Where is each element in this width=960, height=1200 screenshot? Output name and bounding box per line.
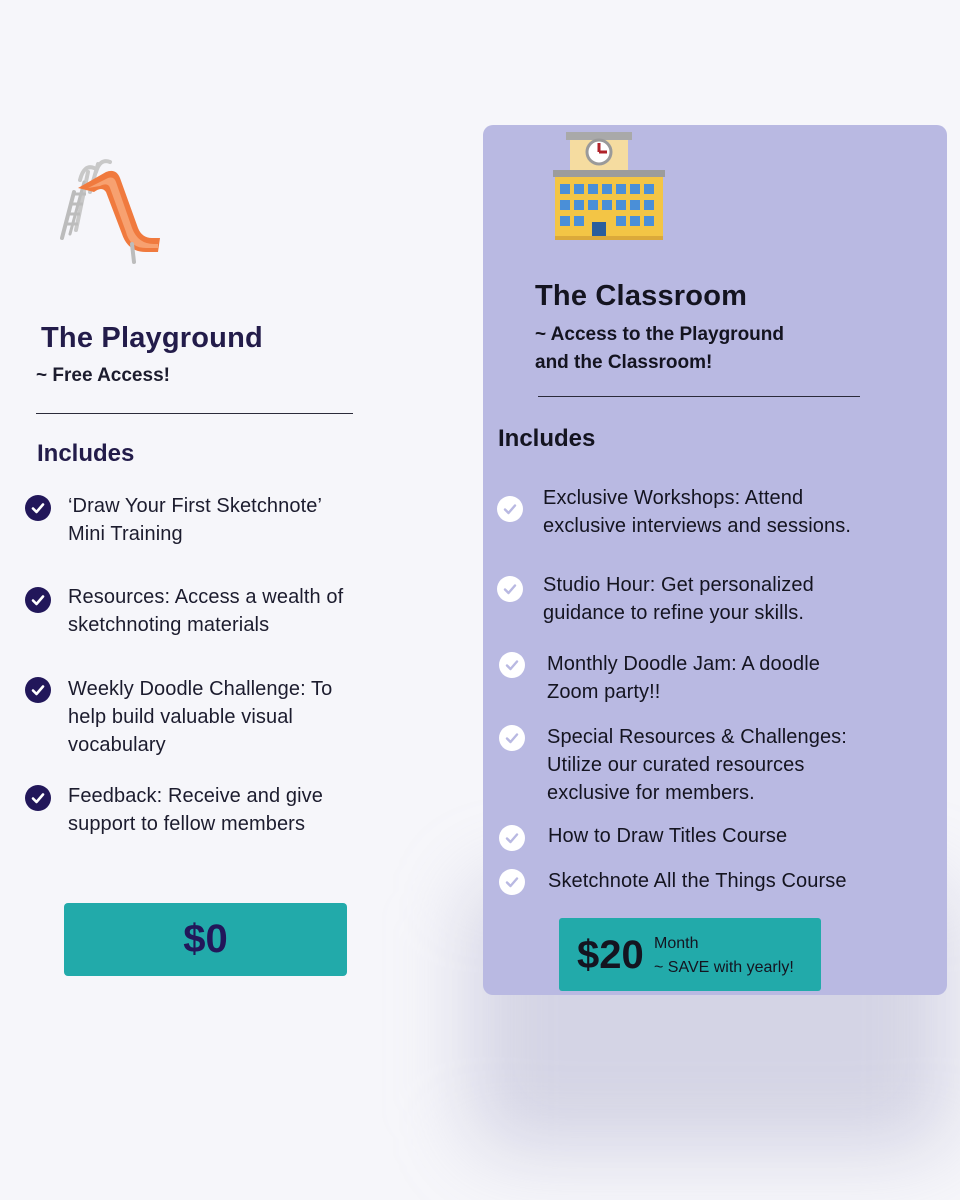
classroom-card	[483, 125, 947, 995]
feature-text: sketchnoting materials	[68, 614, 270, 636]
playground-divider	[36, 413, 353, 414]
classroom-feature-4	[547, 723, 847, 807]
feature-text: Feedback: Receive and give	[68, 785, 323, 807]
check-icon	[499, 652, 525, 678]
classroom-price-period: Month	[654, 935, 699, 952]
playground-includes-heading: Includes	[37, 440, 135, 467]
classroom-feature-6	[548, 867, 847, 895]
check-icon	[25, 495, 51, 521]
feature-text: Mini Training	[68, 523, 183, 545]
check-icon	[497, 496, 523, 522]
feature-text: support to fellow members	[68, 813, 306, 835]
feature-text: How to Draw Titles Course	[548, 825, 788, 847]
classroom-feature-1	[543, 484, 851, 540]
classroom-divider	[538, 396, 860, 397]
classroom-feature-5	[548, 822, 787, 850]
playground-feature-3	[68, 675, 332, 759]
feature-text: Weekly Doodle Challenge: To	[68, 678, 333, 700]
playground-price: $0	[183, 917, 228, 961]
feature-text: Exclusive Workshops: Attend	[543, 487, 804, 509]
feature-text: Studio Hour: Get personalized	[543, 574, 814, 596]
check-icon	[25, 587, 51, 613]
classroom-feature-2	[543, 571, 814, 627]
school-building-icon	[552, 130, 666, 244]
classroom-feature-3	[547, 650, 820, 706]
playground-feature-2	[68, 583, 343, 639]
classroom-price: $20	[577, 933, 644, 977]
feature-text: guidance to refine your skills.	[543, 602, 805, 624]
check-icon	[499, 869, 525, 895]
classroom-price-button[interactable]	[559, 918, 821, 991]
classroom-includes-heading: Includes	[498, 425, 596, 452]
slide-icon	[54, 158, 164, 268]
playground-price-button[interactable]	[64, 903, 347, 976]
classroom-price-note: ~ SAVE with yearly!	[654, 959, 794, 976]
feature-text: Sketchnote All the Things Course	[548, 870, 847, 892]
feature-text: help build valuable visual	[68, 706, 293, 728]
check-icon	[25, 677, 51, 703]
playground-subtitle: ~ Free Access!	[36, 365, 170, 386]
feature-text: Special Resources & Challenges:	[547, 726, 847, 748]
classroom-subtitle	[535, 321, 784, 377]
playground-feature-4	[68, 782, 323, 838]
feature-text: ‘Draw Your First Sketchnote’	[68, 495, 323, 517]
classroom-subtitle-line: and the Classroom!	[535, 352, 713, 373]
feature-text: Resources: Access a wealth of	[68, 586, 344, 608]
feature-text: Utilize our curated resources	[547, 754, 805, 776]
feature-text: exclusive for members.	[547, 782, 755, 804]
check-icon	[25, 785, 51, 811]
feature-text: vocabulary	[68, 734, 166, 756]
playground-title: The Playground	[41, 322, 263, 354]
check-icon	[497, 576, 523, 602]
classroom-title: The Classroom	[535, 280, 748, 312]
feature-text: exclusive interviews and sessions.	[543, 515, 851, 537]
playground-feature-1	[68, 492, 322, 548]
feature-text: Zoom party!!	[547, 681, 661, 703]
check-icon	[499, 825, 525, 851]
check-icon	[499, 725, 525, 751]
classroom-subtitle-line: ~ Access to the Playground	[535, 324, 785, 345]
feature-text: Monthly Doodle Jam: A doodle	[547, 653, 820, 675]
